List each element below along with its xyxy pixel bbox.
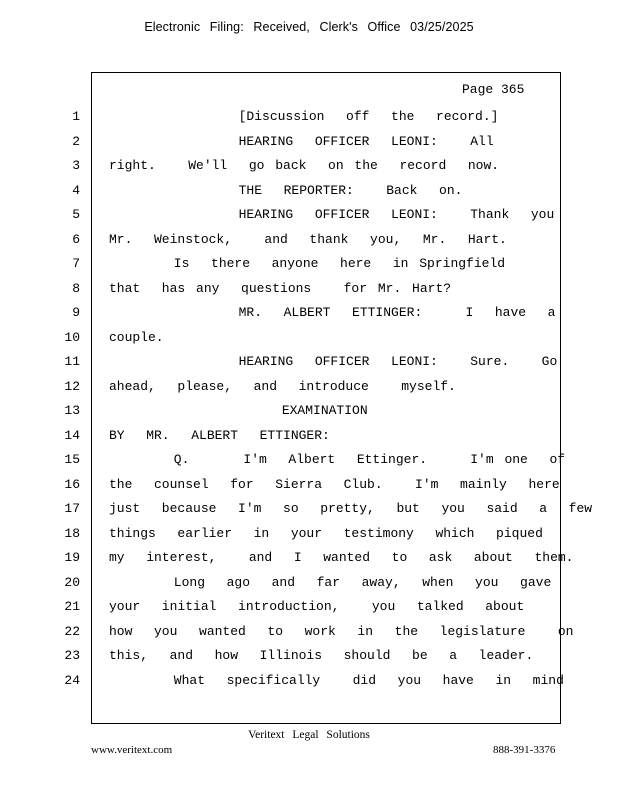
- line-number: 22: [64, 623, 80, 639]
- footer-company-name: Veritext Legal Solutions: [248, 729, 370, 741]
- line-text: What specifically did you have in mind: [109, 672, 564, 688]
- line-text: ahead, please, and introduce myself.: [109, 378, 456, 394]
- transcript-line-24: [0, 673, 618, 698]
- transcript-line-11: [0, 354, 618, 379]
- page-number: Page 365: [462, 82, 525, 97]
- line-number: 21: [64, 599, 80, 614]
- transcript-line-23: [0, 648, 618, 673]
- line-text: MR. ALBERT ETTINGER: I have a: [109, 305, 556, 320]
- line-number: 15: [64, 452, 80, 467]
- line-text: how you wanted to work in the legislature on: [109, 623, 574, 639]
- line-text: HEARING OFFICER LEONI: All: [109, 133, 494, 149]
- line-text: that has any questions for Mr. Hart?: [109, 280, 452, 296]
- line-number: 17: [64, 501, 80, 516]
- transcript-line-18: [0, 526, 618, 551]
- transcript-line-4: [0, 183, 618, 208]
- line-text: Long ago and far away, when you gave: [109, 574, 552, 590]
- line-text: my interest, and I wanted to ask about them.: [109, 550, 574, 565]
- line-number: 12: [64, 378, 80, 394]
- line-number: 18: [64, 525, 80, 541]
- line-number: 14: [64, 427, 80, 443]
- transcript-line-21: [0, 599, 618, 624]
- transcript-line-8: [0, 281, 618, 306]
- line-number: 16: [64, 476, 80, 492]
- line-text: HEARING OFFICER LEONI: Thank you: [109, 207, 555, 222]
- line-number: 19: [64, 550, 80, 565]
- line-text: HEARING OFFICER LEONI: Sure. Go: [109, 354, 558, 369]
- line-text: [Discussion off the record.]: [109, 109, 499, 124]
- line-text: the counsel for Sierra Club. I'm mainly here: [109, 476, 560, 492]
- line-text: this, and how Illinois should be a leader.: [109, 648, 534, 663]
- line-number: 2: [72, 133, 80, 149]
- line-number: 23: [64, 648, 80, 663]
- line-text: things earlier in your testimony which piqued: [109, 525, 543, 541]
- line-number: 5: [72, 207, 80, 222]
- transcript-line-3: [0, 158, 618, 183]
- line-text: Q. I'm Albert Ettinger. I'm one of: [109, 452, 566, 467]
- footer-phone: 888-391-3376: [493, 744, 556, 756]
- line-text: right. We'll go back on the record now.: [109, 158, 500, 173]
- transcript-line-14: [0, 428, 618, 453]
- transcript-line-1: [0, 109, 618, 134]
- line-text: your initial introduction, you talked about: [109, 599, 525, 614]
- transcript-line-22: [0, 624, 618, 649]
- line-number: 1: [72, 109, 80, 124]
- transcript-line-13: [0, 403, 618, 428]
- transcript-line-16: [0, 477, 618, 502]
- line-number: 7: [72, 256, 80, 271]
- transcript-line-10: [0, 330, 618, 355]
- line-text: BY MR. ALBERT ETTINGER:: [109, 427, 330, 443]
- transcript-line-17: [0, 501, 618, 526]
- transcript-line-20: [0, 575, 618, 600]
- line-number: 8: [72, 280, 80, 296]
- electronic-filing-header: Electronic Filing: Received, Clerk's Office 03/25/2025: [144, 20, 474, 34]
- line-text: EXAMINATION: [109, 403, 368, 418]
- transcript-line-15: [0, 452, 618, 477]
- transcript-line-9: [0, 305, 618, 330]
- line-number: 20: [64, 574, 80, 590]
- line-text: Is there anyone here in Springfield: [109, 256, 506, 271]
- line-number: 11: [64, 354, 80, 369]
- transcript-line-19: [0, 550, 618, 575]
- line-number: 13: [64, 403, 80, 418]
- line-text: couple.: [109, 329, 164, 345]
- line-text: Mr. Weinstock, and thank you, Mr. Hart.: [109, 231, 507, 247]
- line-number: 9: [72, 305, 80, 320]
- transcript-line-12: [0, 379, 618, 404]
- transcript-line-2: [0, 134, 618, 159]
- line-text: THE REPORTER: Back on.: [109, 182, 463, 198]
- line-number: 10: [64, 329, 80, 345]
- footer-website: www.veritext.com: [91, 744, 173, 756]
- line-number: 6: [72, 231, 80, 247]
- line-text: just because I'm so pretty, but you said a few: [109, 501, 593, 516]
- line-number: 3: [72, 158, 80, 173]
- transcript-line-5: [0, 207, 618, 232]
- line-number: 24: [64, 672, 80, 688]
- transcript-line-7: [0, 256, 618, 281]
- transcript-line-6: [0, 232, 618, 257]
- line-number: 4: [72, 182, 80, 198]
